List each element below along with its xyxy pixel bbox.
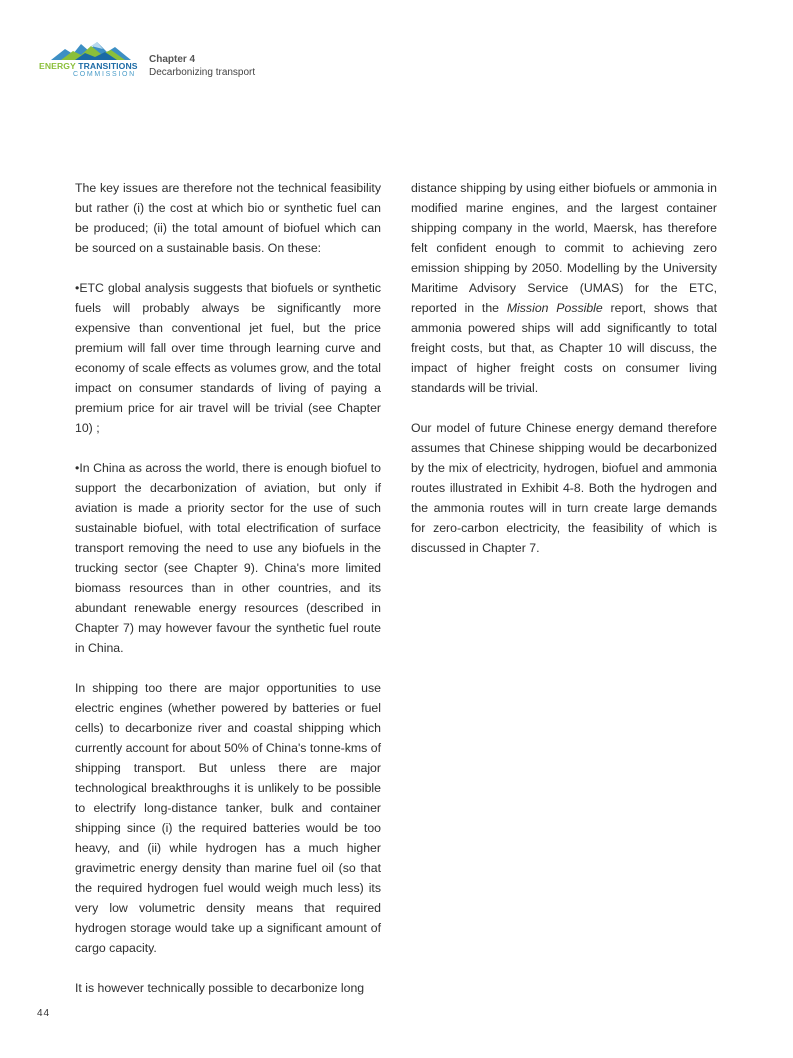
- bullet-text: In China as across the world, there is enough biofuel to support the decarbonization of aviation, but only if aviation is made a priority sector for the use of such sustainable biofuel, with total electrification of surface transport removing the need to use any biofuels in the trucking sector (see Chapter 9). China's more limited biomass resources than in other countries, and its abundant renewable energy resources (described in Chapter 7) may however favour the synthetic fuel route in China.: [75, 461, 381, 655]
- paragraph: [411, 178, 717, 398]
- logo-word-energy: ENERGY: [39, 61, 76, 71]
- bullet-icon: •: [75, 461, 80, 475]
- left-column: [75, 178, 381, 998]
- paragraph: Our model of future Chinese energy demand therefore assumes that Chinese shipping would be decarbonized by the mix of electricity, hydrogen, biofuel and ammonia routes illustrated in Exhibit 4-8. Both the hydrogen and the ammonia routes will in turn create large demands for zero-carbon electricity, the feasibility of which is discussed in Chapter 7.: [411, 421, 717, 555]
- paragraph: It is however technically possible to decarbonize long: [75, 981, 365, 995]
- etc-logo: [37, 40, 145, 80]
- paragraph: The key issues are therefore not the technical feasibility but rather (i) the cost at which bio or synthetic fuel can be produced; (ii) the total amount of biofuel which can be sourced on a sustainable basis. On these:: [75, 181, 381, 255]
- logo-word-transitions: TRANSITIONS: [78, 61, 138, 71]
- paragraph-text: report, shows that ammonia powered ships will add significantly to total freight costs, but that, as Chapter 10 will discuss, the impact of higher freight costs on consumer living standards will be trivial.: [411, 301, 718, 395]
- chapter-heading: [149, 53, 255, 79]
- bullet-icon: •: [75, 281, 80, 295]
- page-number: 44: [37, 1008, 51, 1019]
- paragraph: In shipping too there are major opportunities to use electric engines (whether powered by batteries or fuel cells) to decarbonize river and coastal shipping which currently account for about 50% of China's tonne-kms of shipping transport. But unless there are major technological breakthroughs it is unlikely to be possible to electrify long-distance tanker, bulk and container shipping since (i) the required batteries would be too heavy, and (ii) while hydrogen has a much higher gravimetric energy density than marine fuel oil (so that the required hydrogen fuel would weigh much less) its very low volumetric density means that required hydrogen storage would take up a significant amount of cargo capacity.: [75, 681, 381, 955]
- logo-subtitle: COMMISSION: [73, 71, 136, 78]
- right-column: [411, 178, 717, 558]
- report-title: Mission Possible: [506, 301, 603, 315]
- logo-wordmark: [39, 61, 138, 71]
- chapter-title: Decarbonizing transport: [149, 67, 256, 78]
- bullet-item: [75, 458, 381, 658]
- mountain-logo-icon: [51, 40, 131, 60]
- bullet-text: ETC global analysis suggests that biofuels or synthetic fuels will probably always be significantly more expensive than conventional jet fuel, but the price premium will fall over time through learning curve and economy of scale effects as volumes grow, and the total impact on consumer standards of living of paying a premium price for air travel will be trivial (see Chapter 10) ;: [75, 281, 381, 435]
- chapter-number: Chapter 4: [149, 54, 196, 65]
- bullet-item: [75, 278, 381, 438]
- paragraph-text: distance shipping by using either biofuels or ammonia in modified marine engines, and the largest container shipping company in the world, Maersk, has therefore felt confident enough to commit to achieving zero emission shipping by 2050. Modelling by the University Maritime Advisory Service (UMAS) for the ETC, reported in the: [411, 181, 717, 315]
